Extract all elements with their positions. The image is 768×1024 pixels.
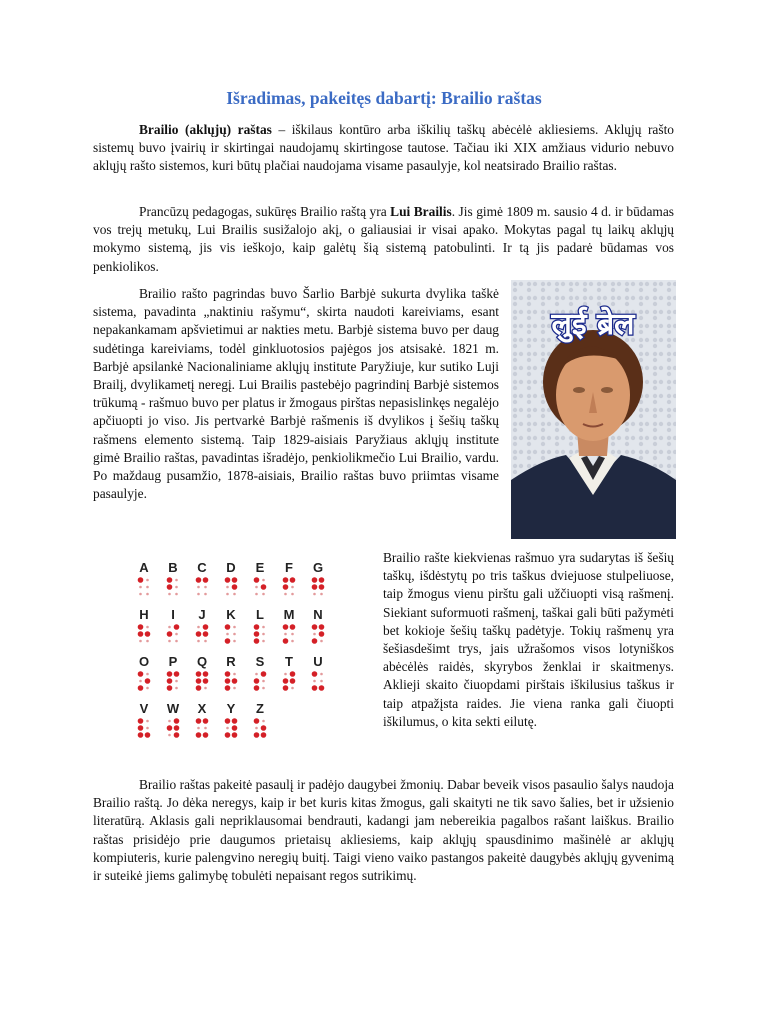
braille-dot-j-6 bbox=[204, 640, 207, 643]
braille-dot-l-2 bbox=[254, 631, 260, 637]
braille-dot-x-5 bbox=[204, 727, 207, 730]
braille-dot-r-2 bbox=[225, 678, 231, 684]
portrait-caption: लुई ब्रेल bbox=[551, 307, 635, 342]
braille-letter-w: W bbox=[166, 701, 180, 716]
braille-dot-w-2 bbox=[167, 725, 173, 731]
braille-dot-c-5 bbox=[204, 586, 207, 589]
braille-dot-t-2 bbox=[283, 678, 289, 684]
braille-dot-b-3 bbox=[168, 593, 171, 596]
braille-dot-e-6 bbox=[262, 593, 265, 596]
braille-dot-g-1 bbox=[312, 577, 318, 583]
braille-dot-k-6 bbox=[233, 640, 236, 643]
braille-dot-b-6 bbox=[175, 593, 178, 596]
braille-dot-x-1 bbox=[196, 718, 202, 724]
braille-dot-s-4 bbox=[261, 671, 267, 677]
braille-dot-r-3 bbox=[225, 685, 231, 691]
paragraph-history: Brailio rašto pagrindas buvo Šarlio Barbjė sukurta dvylika taškė sistema, pavadinta „naktiniu rašymu“, skirta naudoti kareiviams, esant nepakankamam apšvietimui ar nakties metu. Barbjė sistema buvo per daug sudėtinga kareiviams, todėl ginkluotosios pajėgos jos atsisakė. 1821 m. Barbjė apsilankė Nacionaliniame aklųjų institute Paryžiuje, kur sutiko Luji Brailį, dvylikametį neregį. Lui Brailis pastebėjo pagrindinį Barbjė sistemos trūkumą - rašmuo buvo per platus ir žmogaus pirštas nepasislinkęs negalėjo apčiuopti jo viso. Jis pertvarkė Barbjė rašmenis iš dvylikos į šešių taškų rašmens elemento sistemą. Taip 1829-aisiais Paryžiaus aklųjų institute gimė Brailio raštas, pavadintas išradėjo, penkiolikmečio Lui Brailio, vardu. Po maždaug pusamžio, 1878-aisiais, Brailio raštas buvo priimtas visame pasaulyje. bbox=[93, 286, 499, 502]
braille-dot-i-4 bbox=[174, 624, 180, 630]
braille-dot-a-2 bbox=[139, 586, 142, 589]
braille-dot-a-3 bbox=[139, 593, 142, 596]
braille-dot-w-1 bbox=[168, 720, 171, 723]
braille-dot-w-4 bbox=[174, 718, 180, 724]
braille-dot-t-4 bbox=[290, 671, 296, 677]
louis-braille-portrait bbox=[511, 280, 676, 539]
braille-dot-k-1 bbox=[225, 624, 231, 630]
braille-dot-z-2 bbox=[255, 727, 258, 730]
braille-dot-u-4 bbox=[320, 673, 323, 676]
braille-dot-q-1 bbox=[196, 671, 202, 677]
braille-dot-z-3 bbox=[254, 732, 260, 738]
braille-dot-i-3 bbox=[168, 640, 171, 643]
braille-letter-u: U bbox=[313, 654, 323, 669]
braille-dot-c-3 bbox=[197, 593, 200, 596]
braille-dot-e-3 bbox=[255, 593, 258, 596]
braille-dot-b-1 bbox=[167, 577, 173, 583]
braille-dot-f-6 bbox=[291, 593, 294, 596]
braille-dot-x-6 bbox=[203, 732, 209, 738]
braille-dot-x-4 bbox=[203, 718, 209, 724]
braille-dot-g-4 bbox=[319, 577, 325, 583]
braille-dot-h-6 bbox=[146, 640, 149, 643]
braille-dot-u-1 bbox=[312, 671, 318, 677]
braille-dot-d-1 bbox=[225, 577, 231, 583]
braille-dot-s-5 bbox=[262, 680, 265, 683]
braille-dot-r-4 bbox=[233, 673, 236, 676]
braille-dot-d-5 bbox=[232, 584, 238, 590]
braille-dot-l-4 bbox=[262, 626, 265, 629]
braille-dot-y-5 bbox=[232, 725, 238, 731]
braille-dot-m-4 bbox=[290, 624, 296, 630]
braille-letter-h: H bbox=[139, 607, 149, 622]
braille-letter-f: F bbox=[285, 560, 293, 575]
braille-dot-r-5 bbox=[232, 678, 238, 684]
braille-dot-g-2 bbox=[312, 584, 318, 590]
braille-dot-o-2 bbox=[139, 680, 142, 683]
braille-dot-p-6 bbox=[175, 687, 178, 690]
braille-dot-a-6 bbox=[146, 593, 149, 596]
braille-dot-q-3 bbox=[196, 685, 202, 691]
page-title: Išradimas, pakeitęs dabartį: Brailio raštas bbox=[226, 88, 542, 108]
braille-dot-c-1 bbox=[196, 577, 202, 583]
braille-dot-v-6 bbox=[145, 732, 151, 738]
braille-dot-u-5 bbox=[320, 680, 323, 683]
braille-dot-g-5 bbox=[319, 584, 325, 590]
braille-dot-h-2 bbox=[138, 631, 144, 637]
braille-dot-y-1 bbox=[225, 718, 231, 724]
braille-dot-d-3 bbox=[226, 593, 229, 596]
braille-dot-s-6 bbox=[262, 687, 265, 690]
braille-dot-t-5 bbox=[290, 678, 296, 684]
braille-dot-p-1 bbox=[167, 671, 173, 677]
braille-letter-v: V bbox=[139, 701, 149, 716]
braille-dot-b-2 bbox=[167, 584, 173, 590]
braille-dot-q-4 bbox=[203, 671, 209, 677]
braille-dot-c-4 bbox=[203, 577, 209, 583]
braille-dot-r-1 bbox=[225, 671, 231, 677]
braille-dot-m-5 bbox=[291, 633, 294, 636]
braille-dot-o-4 bbox=[146, 673, 149, 676]
braille-letter-q: Q bbox=[196, 654, 208, 669]
braille-dot-d-6 bbox=[233, 593, 236, 596]
braille-dot-m-3 bbox=[283, 638, 289, 644]
braille-dot-p-5 bbox=[175, 680, 178, 683]
braille-dot-n-1 bbox=[312, 624, 318, 630]
braille-dot-o-3 bbox=[138, 685, 144, 691]
braille-dot-x-3 bbox=[196, 732, 202, 738]
braille-dot-g-6 bbox=[320, 593, 323, 596]
braille-dot-e-1 bbox=[254, 577, 260, 583]
braille-dot-a-1 bbox=[138, 577, 144, 583]
braille-letter-t: T bbox=[285, 654, 293, 669]
braille-dot-v-3 bbox=[138, 732, 144, 738]
braille-dot-p-4 bbox=[174, 671, 180, 677]
braille-dot-v-5 bbox=[146, 727, 149, 730]
braille-letter-p: P bbox=[168, 654, 178, 669]
braille-dot-e-2 bbox=[255, 586, 258, 589]
braille-dot-c-6 bbox=[204, 593, 207, 596]
braille-letter-e: E bbox=[255, 560, 265, 575]
braille-dot-w-3 bbox=[168, 734, 171, 737]
braille-dot-i-6 bbox=[175, 640, 178, 643]
braille-dot-z-4 bbox=[262, 720, 265, 723]
braille-dot-t-1 bbox=[284, 673, 287, 676]
braille-dot-h-3 bbox=[139, 640, 142, 643]
braille-dot-a-4 bbox=[146, 579, 149, 582]
braille-dot-g-3 bbox=[313, 593, 316, 596]
braille-letter-d: D bbox=[226, 560, 236, 575]
braille-dot-k-4 bbox=[233, 626, 236, 629]
braille-dot-n-5 bbox=[319, 631, 325, 637]
braille-dot-b-5 bbox=[175, 586, 178, 589]
braille-dot-w-6 bbox=[174, 732, 180, 738]
braille-dot-l-6 bbox=[262, 640, 265, 643]
braille-dot-c-2 bbox=[197, 586, 200, 589]
braille-dot-l-3 bbox=[254, 638, 260, 644]
paragraph-inventor: Prancūzų pedagogas, sukūręs Brailio raštą yra Lui Brailis. Jis gimė 1809 m. sausio 4 d. ir būdamas vos trejų metukų, Lui Brailis susižalojo akį, o galiausiai ir visai apako. Mokytas pagal tų laikų aklųjų mokymo sistemą, jis vis ieškojo, kaip galėtų šią sistemą patobulinti. Ir tą jis padarė būdamas vos penkiolikos. bbox=[93, 204, 674, 274]
braille-letter-r: R bbox=[226, 654, 236, 669]
braille-dot-i-5 bbox=[175, 633, 178, 636]
braille-dot-o-6 bbox=[146, 687, 149, 690]
braille-letter-l: L bbox=[256, 607, 264, 622]
braille-dot-t-6 bbox=[291, 687, 294, 690]
braille-letter-m: M bbox=[283, 607, 295, 622]
braille-dot-p-3 bbox=[167, 685, 173, 691]
braille-dot-z-5 bbox=[261, 725, 267, 731]
braille-dot-k-2 bbox=[226, 633, 229, 636]
braille-dot-j-1 bbox=[197, 626, 200, 629]
braille-letter-y: Y bbox=[226, 701, 236, 716]
braille-dot-j-5 bbox=[203, 631, 209, 637]
braille-letter-n: N bbox=[313, 607, 323, 622]
braille-dot-f-4 bbox=[290, 577, 296, 583]
braille-dot-y-2 bbox=[226, 727, 229, 730]
braille-dot-e-5 bbox=[261, 584, 267, 590]
braille-dot-n-3 bbox=[312, 638, 318, 644]
braille-letter-o: O bbox=[138, 654, 150, 669]
braille-dot-h-1 bbox=[138, 624, 144, 630]
braille-dot-t-3 bbox=[283, 685, 289, 691]
braille-dot-f-3 bbox=[284, 593, 287, 596]
braille-dot-v-4 bbox=[146, 720, 149, 723]
braille-dot-f-2 bbox=[283, 584, 289, 590]
braille-dot-j-2 bbox=[196, 631, 202, 637]
braille-dot-u-3 bbox=[312, 685, 318, 691]
braille-dot-q-6 bbox=[204, 687, 207, 690]
inventor-name: Lui Brailis bbox=[390, 204, 452, 219]
braille-letter-i: I bbox=[171, 607, 175, 622]
braille-dot-o-1 bbox=[138, 671, 144, 677]
braille-dot-s-3 bbox=[254, 685, 260, 691]
braille-letter-b: B bbox=[168, 560, 178, 575]
braille-dot-k-3 bbox=[225, 638, 231, 644]
braille-dot-i-2 bbox=[167, 631, 173, 637]
braille-dot-h-4 bbox=[146, 626, 149, 629]
braille-dot-a-5 bbox=[146, 586, 149, 589]
braille-dot-u-6 bbox=[319, 685, 325, 691]
paragraph-impact: Brailio raštas pakeitė pasaulį ir padėjo daugybei žmonių. Dabar beveik visos pasaulio šalys naudoja Brailio raštą. Jo dėka neregys, kaip ir bet kuris kitas žmogus, gali skaityti ne tik savo šalies, bet ir užsienio literatūrą. Aklasis gali nepriklausomai bendrauti, kadangi jam nebereikia pagalbos rašant laiškus. Brailio raštas prisidėjo prie daugumos prietaisų akliesiems, kaip aklųjų spausdinimo mašinėlė ar aklųjų kompiuteris, kurie palengvino neregių buitį. Taigi vieno vaiko pastangos pakeitė daugybės aklųjų gyvenimą ir suteikė jiems galimybę tobulėti nepaisant regos sutrikimų. bbox=[93, 777, 674, 884]
braille-dot-o-5 bbox=[145, 678, 151, 684]
braille-dot-m-1 bbox=[283, 624, 289, 630]
braille-dot-f-5 bbox=[291, 586, 294, 589]
braille-dot-y-6 bbox=[232, 732, 238, 738]
braille-alphabet-chart bbox=[120, 558, 340, 748]
braille-dot-n-4 bbox=[319, 624, 325, 630]
braille-dot-s-1 bbox=[255, 673, 258, 676]
braille-dot-i-1 bbox=[168, 626, 171, 629]
braille-dot-j-4 bbox=[203, 624, 209, 630]
braille-dot-y-3 bbox=[225, 732, 231, 738]
braille-dot-x-2 bbox=[197, 727, 200, 730]
braille-letter-a: A bbox=[139, 560, 149, 575]
braille-dot-w-5 bbox=[174, 725, 180, 731]
braille-dot-m-6 bbox=[291, 640, 294, 643]
braille-dot-l-1 bbox=[254, 624, 260, 630]
braille-dot-n-6 bbox=[320, 640, 323, 643]
braille-letter-k: K bbox=[226, 607, 236, 622]
braille-dot-k-5 bbox=[233, 633, 236, 636]
braille-dot-f-1 bbox=[283, 577, 289, 583]
braille-dot-d-2 bbox=[226, 586, 229, 589]
braille-dot-n-2 bbox=[313, 633, 316, 636]
braille-dot-v-1 bbox=[138, 718, 144, 724]
braille-dot-l-5 bbox=[262, 633, 265, 636]
braille-dot-d-4 bbox=[232, 577, 238, 583]
term-bold: Brailio (aklųjų) raštas bbox=[139, 122, 272, 137]
braille-dot-j-3 bbox=[197, 640, 200, 643]
braille-letter-g: G bbox=[312, 560, 324, 575]
braille-letter-z: Z bbox=[256, 701, 264, 716]
braille-letter-j: J bbox=[198, 607, 206, 622]
braille-dot-b-4 bbox=[175, 579, 178, 582]
paragraph-intro: Brailio (aklųjų) raštas – iškilaus kontūro arba iškilių taškų abėcėlė akliesiems. Aklųjų rašto sistemų buvo įvairių ir skirtingai naudojamų skirtingose tautose. Tačiau iki XIX amžiaus vidurio nebuvo aklųjų rašto sistemos, kuri būtų plačiai naudojama visame pasaulyje, kol neatsirado Brailio raštas. bbox=[93, 122, 674, 174]
braille-dot-p-2 bbox=[167, 678, 173, 684]
braille-dot-e-4 bbox=[262, 579, 265, 582]
braille-dot-q-5 bbox=[203, 678, 209, 684]
braille-dot-r-6 bbox=[233, 687, 236, 690]
braille-dot-m-2 bbox=[284, 633, 287, 636]
braille-dot-h-5 bbox=[145, 631, 151, 637]
braille-dot-s-2 bbox=[254, 678, 260, 684]
braille-dot-y-4 bbox=[232, 718, 238, 724]
braille-dot-z-1 bbox=[254, 718, 260, 724]
paragraph-braille-description: Brailio rašte kiekvienas rašmuo yra sudarytas iš šešių taškų, išdėstytų po tris taškus dviejuose stulpeliuose, taip žmogus vienu pirštu gali užčiuopti visą rašmenį. Siekiant suformuoti rašmenį, taškai gali būti pažymėti bet kokioje šešių taškų padėtyje. Tokių rašmenų yra šešiasdešimt trys, jais užrašomos visos lotyniškos abėcėlės raidės, skyrybos ženklai ir skaitmenys. Aklieji skaito čiuopdami pirštais iškilusius taškus ir taip atpažįsta raides. Jie viena ranka gali čiuopti iškilumus, o kita sekti eilutę. bbox=[383, 550, 674, 729]
braille-dot-z-6 bbox=[261, 732, 267, 738]
braille-dot-v-2 bbox=[138, 725, 144, 731]
braille-letter-x: X bbox=[197, 701, 207, 716]
braille-dot-q-2 bbox=[196, 678, 202, 684]
braille-dot-u-2 bbox=[313, 680, 316, 683]
braille-letter-c: C bbox=[197, 560, 207, 575]
braille-letter-s: S bbox=[255, 654, 265, 669]
